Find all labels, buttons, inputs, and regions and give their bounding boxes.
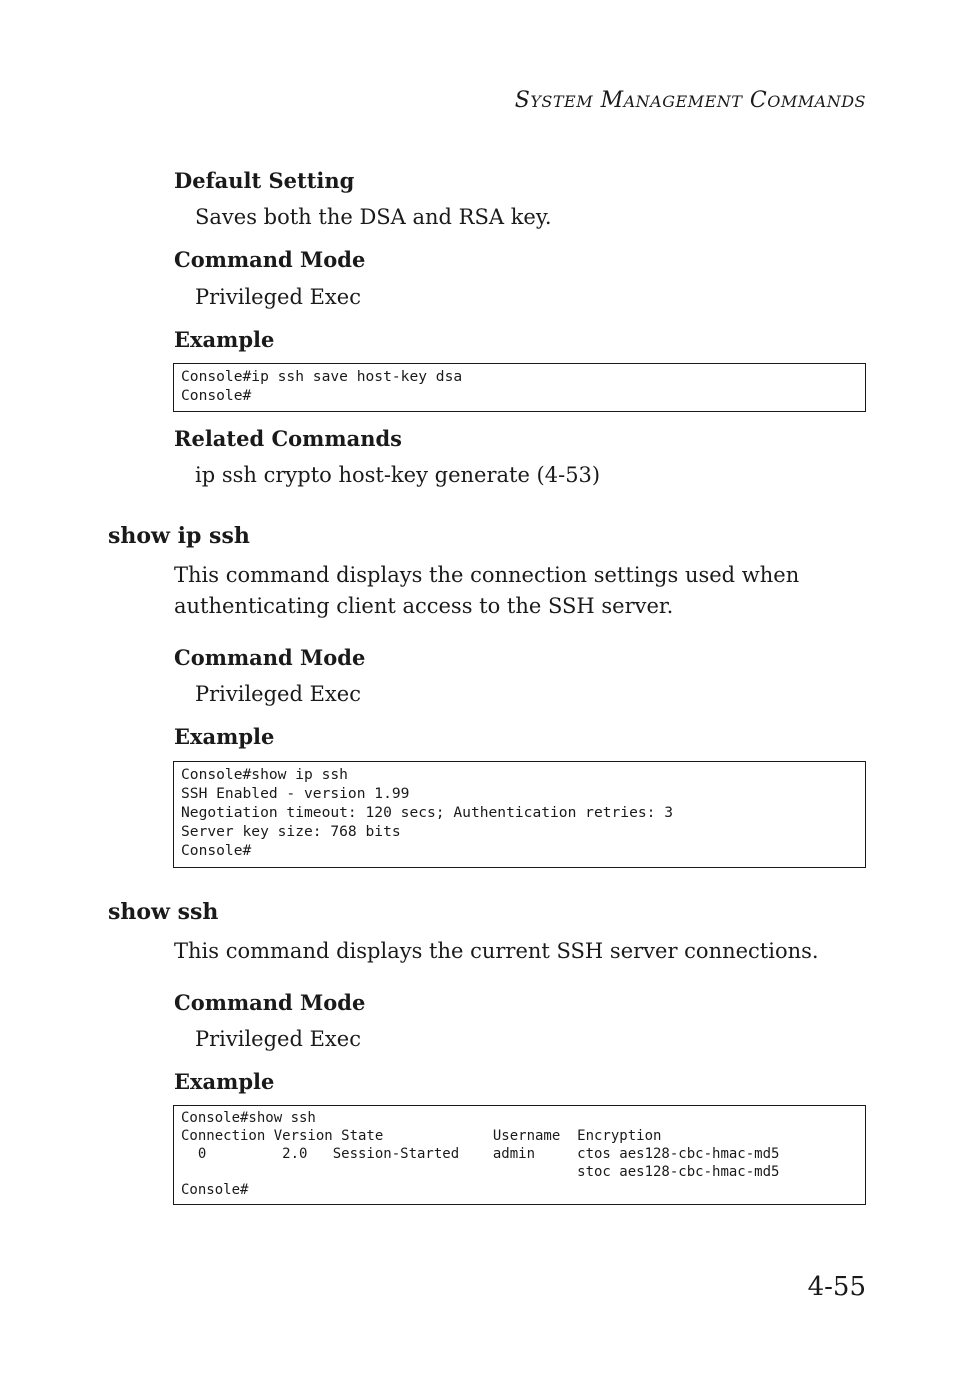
example-heading: Example: [174, 724, 275, 749]
code-line: Connection Version State Username Encryption: [181, 1128, 662, 1144]
page-number: 4-55: [807, 1272, 866, 1302]
running-head-text: ANAGEMENT: [623, 92, 743, 111]
related-commands-text: ip ssh crypto host-key generate (4-53): [195, 463, 601, 487]
default-setting-heading: Default Setting: [174, 168, 355, 193]
section-title-show-ssh: show ssh: [108, 899, 219, 925]
related-commands-heading: Related Commands: [174, 426, 402, 451]
example-heading: Example: [174, 327, 275, 352]
code-line: Console#: [181, 1182, 249, 1198]
code-line: 0 2.0 Session-Started admin ctos aes128-cbc-hmac-md5: [181, 1146, 780, 1162]
running-head-text: OMMANDS: [767, 92, 866, 111]
default-setting-text: Saves both the DSA and RSA key.: [195, 205, 552, 229]
code-line: stoc aes128-cbc-hmac-md5: [181, 1164, 780, 1180]
command-mode-text: Privileged Exec: [195, 285, 361, 309]
command-mode-text: Privileged Exec: [195, 1027, 361, 1051]
running-head-text: S: [514, 88, 531, 113]
command-mode-text: Privileged Exec: [195, 682, 361, 706]
code-line: Console#ip ssh save host-key dsa: [181, 368, 463, 385]
section-description: This command displays the connection settings used when authenticating client access to the SSH server.: [174, 563, 800, 618]
code-example-block: [173, 363, 866, 412]
code-line: Console#: [181, 387, 252, 404]
code-example-block: [173, 761, 866, 868]
command-mode-heading: Command Mode: [174, 645, 366, 670]
running-head-text: M: [600, 88, 624, 113]
code-line: Console#show ip ssh: [181, 766, 348, 783]
running-head-text: C: [749, 88, 768, 113]
section-description: This command displays the current SSH server connections.: [174, 939, 819, 963]
running-head: [515, 88, 866, 113]
code-line: Negotiation timeout: 120 secs; Authentication retries: 3: [181, 804, 674, 821]
code-line: Console#show ssh: [181, 1110, 316, 1126]
code-line: Console#: [181, 842, 252, 859]
command-mode-heading: Command Mode: [174, 990, 366, 1015]
example-heading: Example: [174, 1069, 275, 1094]
command-mode-heading: Command Mode: [174, 247, 366, 272]
code-line: SSH Enabled - version 1.99: [181, 785, 410, 802]
running-head-text: YSTEM: [530, 92, 594, 111]
code-example-block: [173, 1105, 866, 1205]
section-title-show-ip-ssh: show ip ssh: [108, 523, 250, 549]
code-line: Server key size: 768 bits: [181, 823, 401, 840]
